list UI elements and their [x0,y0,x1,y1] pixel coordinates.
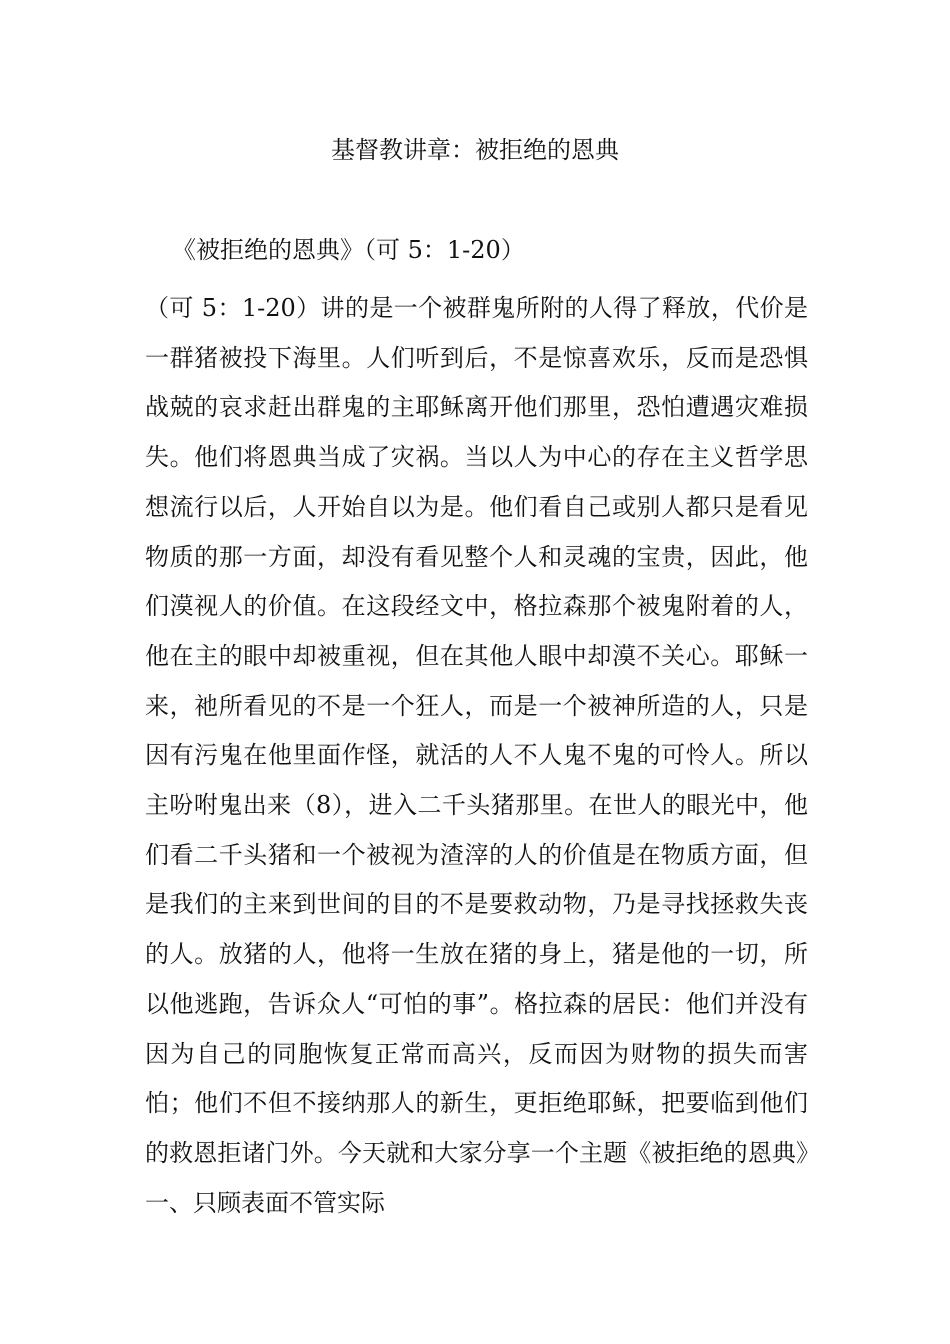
document-body: （可 5：1-20）讲的是一个被群鬼所附的人得了释放，代价是一群猪被投下海里。人们听到后，不是惊喜欢乐，反而是恐惧战兢的哀求赶出群鬼的主耶稣离开他们那里，恐怕遭遇灾难损失。他们将恩典当成了灾祸。当以人为中心的存在主义哲学思想流行以后，人开始自以为是。他们看自己或别人都只是看见物质的那一方面，却没有看见整个人和灵魂的宝贵，因此，他们漠视人的价值。在这段经文中，格拉森那个被鬼附着的人，他在主的眼中却被重视，但在其他人眼中却漠不关心。耶稣一来，祂所看见的不是一个狂人，而是一个被神所造的人，只是因有污鬼在他里面作怪，就活的人不人鬼不鬼的可怜人。所以主吩咐鬼出来（8），进入二千头猪那里。在世人的眼光中，他们看二千头猪和一个被视为渣滓的人的价值是在物质方面，但是我们的主来到世间的目的不是要救动物，乃是寻找拯救失丧的人。放猪的人，他将一生放在猪的身上，猪是他的一切，所以他逃跑，告诉众人“可怕的事”。格拉森的居民：他们并没有因为自己的同胞恢复正常而高兴，反而因为财物的损失而害怕；他们不但不接纳那人的新生，更拒绝耶稣，把要临到他们的救恩拒诸门外。今天就和大家分享一个主题《被拒绝的恩典》一、只顾表面不管实际 [145,294,808,1217]
document-subtitle: 《被拒绝的恩典》（可 5：1-20） [172,236,525,264]
document-title: 基督教讲章：被拒绝的恩典 [331,136,619,164]
